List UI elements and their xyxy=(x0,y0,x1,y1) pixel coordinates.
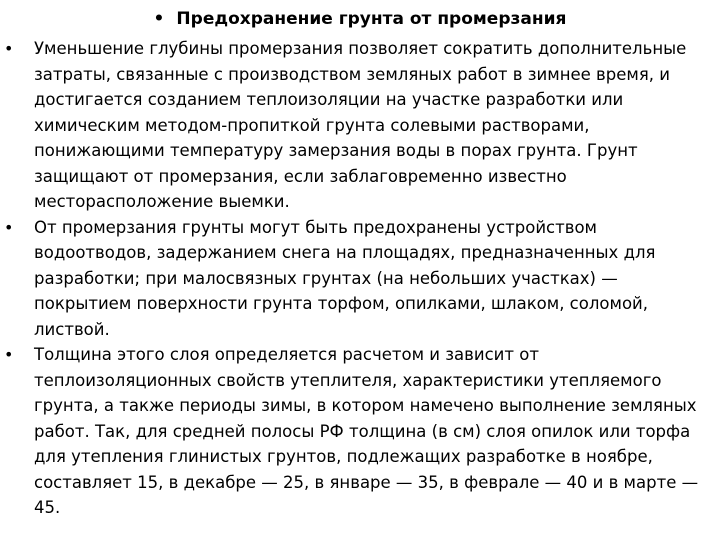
bullet-icon: • xyxy=(4,217,14,237)
list-item xyxy=(0,215,720,343)
list-item-text: От промерзания грунты могут быть предохранены устройством водоотводов, задержанием снега на площадях, предназначенных для разработки; при малосвязных грунтах (на небольших участках) — покрытием поверхности грунта торфом, опилками, шлаком, соломой, листвой. xyxy=(34,217,656,339)
list-item xyxy=(0,342,720,521)
bullet-icon: • xyxy=(4,39,14,58)
bullet-list xyxy=(0,36,720,521)
slide-title xyxy=(0,8,720,30)
list-item xyxy=(0,36,720,215)
title-text: Предохранение грунта от промерзания xyxy=(176,9,567,29)
list-item-text: Уменьшение глубины промерзания позволяет сократить дополнительные затраты, связанные с производством земляных работ в зимнее время, и достигается созданием теплоизоляции на участке разработки или химическим методом-пропиткой грунта солевыми растворами, понижающими температуру замерзания воды в порах грунта. Грунт защищают от промерзания, если заблаговременно известно месторасположение выемки. xyxy=(34,39,687,211)
title-bullet: • xyxy=(153,9,165,29)
list-item-text: Толщина этого слоя определяется расчетом и зависит от теплоизоляционных свойств утеплителя, характеристики утепляемого грунта, а также периоды зимы, в котором намечено выполнение земляных работ. Так, для средней полосы РФ толщина (в см) слоя опилок или торфа для утепления глинистых грунтов, подлежащих разработке в ноябре, составляет 15, в декабре — 25, в январе — 35, в феврале — 40 и в марте — 45. xyxy=(34,345,699,517)
bullet-icon: • xyxy=(4,345,14,364)
